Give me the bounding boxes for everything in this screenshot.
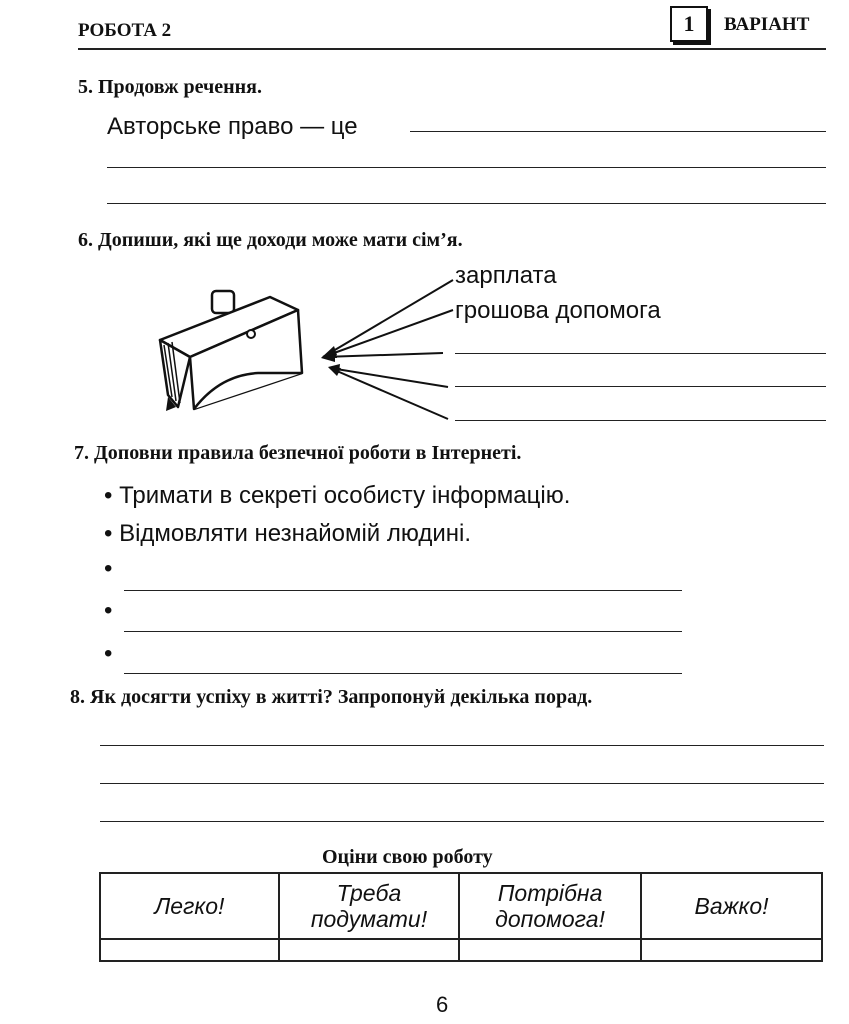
mark-cell-need-help[interactable] — [459, 939, 641, 961]
task5-answer-line-3[interactable] — [107, 203, 826, 204]
option-need-help: Потрібна допомога! — [459, 873, 641, 939]
task7-title: 7. Доповни правила безпечної роботи в Інтернеті. — [74, 442, 522, 464]
task6-item-allowance: грошова допомога — [455, 297, 661, 324]
header-rule — [78, 48, 826, 50]
option-easy: Легко! — [100, 873, 279, 939]
task5-answer-line-1[interactable] — [410, 131, 826, 132]
self-assessment-table — [99, 872, 823, 962]
option-hard: Важко! — [641, 873, 822, 939]
mark-cell-easy[interactable] — [100, 939, 279, 961]
arrows-graphic — [318, 270, 458, 430]
bullet: • — [104, 555, 113, 582]
task6-answer-line-3[interactable] — [455, 420, 826, 421]
bullet: • — [104, 597, 113, 624]
bullet: • — [104, 520, 113, 547]
task8-title: 8. Як досягти успіху в житті? Запропонуй декілька порад. — [70, 686, 593, 708]
mark-cell-need-to-think[interactable] — [279, 939, 459, 961]
bullet: • — [104, 482, 113, 509]
self-assessment-title: Оціни свою роботу — [322, 846, 493, 868]
task7-rule-1-text: Тримати в секреті особисту інформацію. — [119, 482, 571, 509]
task5-answer-line-2[interactable] — [107, 167, 826, 168]
task7-answer-line-3[interactable] — [124, 673, 682, 674]
task7-rule-1 — [104, 482, 570, 510]
wallet-icon — [150, 285, 320, 415]
task8-answer-line-3[interactable] — [100, 821, 824, 822]
task5-title: 5. Продовж речення. — [78, 76, 262, 98]
variant-number-box — [670, 6, 708, 42]
task6-item-salary: зарплата — [455, 262, 557, 289]
bullet: • — [104, 640, 113, 667]
variant-label: ВАРІАНТ — [724, 14, 810, 35]
task8-answer-line-2[interactable] — [100, 783, 824, 784]
page-number: 6 — [436, 992, 449, 1017]
option-need-to-think: Треба подумати! — [279, 873, 459, 939]
task6-answer-line-1[interactable] — [455, 353, 826, 354]
task7-answer-line-2[interactable] — [124, 631, 682, 632]
task5-prompt: Авторське право — це — [107, 113, 358, 140]
task7-rule-2 — [104, 520, 471, 548]
task8-answer-line-1[interactable] — [100, 745, 824, 746]
mark-cell-hard[interactable] — [641, 939, 822, 961]
work-label: РОБОТА 2 — [78, 20, 172, 41]
variant-number: 1 — [683, 11, 695, 36]
task6-title: 6. Допиши, які ще доходи може мати сім’я. — [78, 229, 463, 251]
task6-answer-line-2[interactable] — [455, 386, 826, 387]
task7-rule-2-text: Відмовляти незнайомій людині. — [119, 520, 472, 547]
task7-answer-line-1[interactable] — [124, 590, 682, 591]
